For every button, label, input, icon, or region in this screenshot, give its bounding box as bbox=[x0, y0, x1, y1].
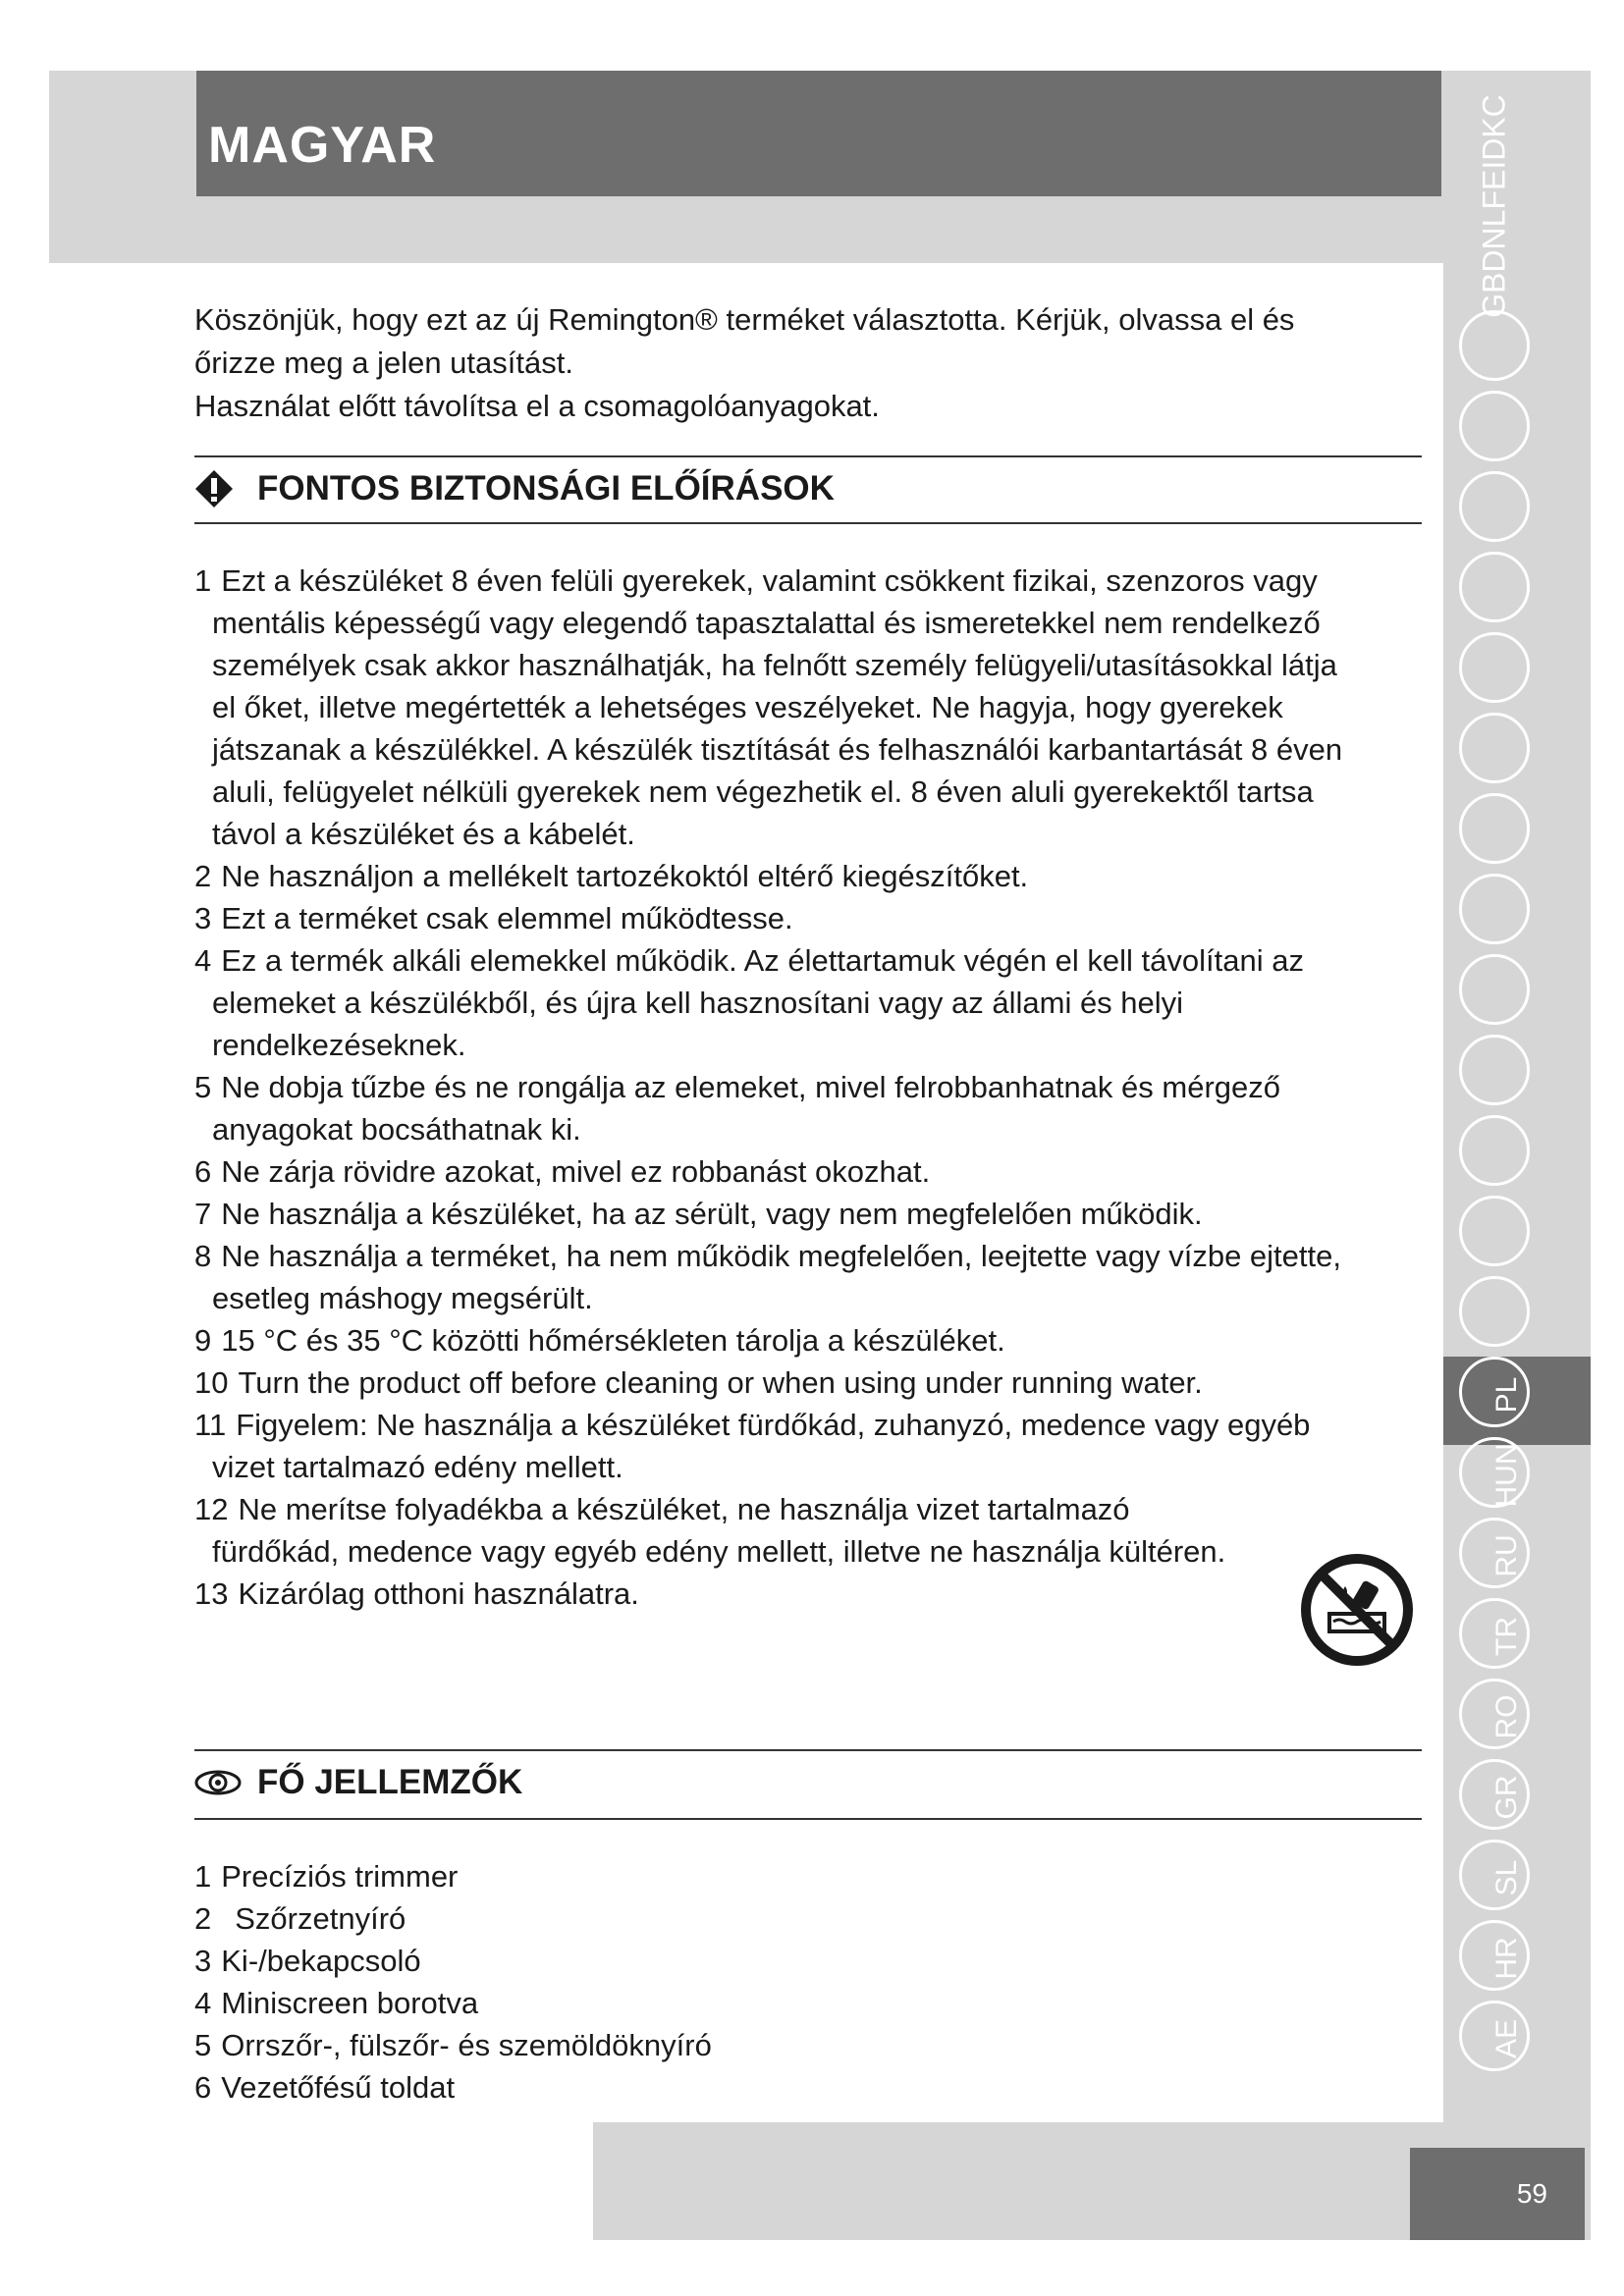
page-number: 59 bbox=[1516, 2178, 1547, 2209]
tab-label: PL bbox=[1490, 1376, 1523, 1414]
features-heading bbox=[194, 1763, 522, 1802]
list-item: 4 Miniscreen borotva bbox=[194, 1986, 479, 2020]
list-item: 4 Ez a termék alkáli elemekkel működik. Az élettartamuk végén el kell távolítani az elemeket a készülékből, és újra kell hasznosítani vagy az állami és helyi rendelkezéseknek. bbox=[194, 943, 1304, 1062]
safety-title: FONTOS BIZTONSÁGI ELŐÍRÁSOK bbox=[257, 469, 835, 507]
tab-tr[interactable] bbox=[1459, 1598, 1530, 1669]
tab-ae[interactable] bbox=[1459, 2001, 1530, 2071]
tab-pl[interactable] bbox=[1459, 1357, 1530, 1427]
list-item: 2 Szőrzetnyíró bbox=[194, 1901, 406, 1936]
page-title: MAGYAR bbox=[208, 117, 437, 174]
list-item: 1 Ezt a készüléket 8 éven felüli gyerekek, valamint csökkent fizikai, szenzoros vagy mentális képességű vagy elegendő tapasztalattal és ismeretekkel nem rendelkező személyek csak akkor használhatják, ha felnőtt személy felügyeli/utasításokkal látja el őket, illetve megértették a lehetséges veszélyeket. Ne hagyja, hogy gyerekek játszanak a készülékkel. A készülék tisztítását és felhasználói karbantartását 8 éven aluli, felügyelet nélküli gyerekek nem végezhetik el. 8 éven aluli gyerekektől tartsa távol a készüléket és a kábelét. bbox=[194, 563, 1343, 851]
list-item: 3 Ezt a terméket csak elemmel működtesse. bbox=[194, 901, 793, 935]
intro-line: őrizze meg a jelen utasítást. bbox=[194, 346, 573, 380]
tab-label: RU bbox=[1490, 1534, 1523, 1577]
section-rule bbox=[194, 1749, 1422, 1751]
list-item: 8 Ne használja a terméket, ha nem működik megfelelően, leejtette vagy vízbe ejtette, esetleg máshogy megsérült. bbox=[194, 1239, 1341, 1315]
safety-list bbox=[194, 560, 1343, 1615]
tab[interactable] bbox=[1459, 552, 1530, 622]
tab[interactable] bbox=[1459, 793, 1530, 864]
list-item: 10 Turn the product off before cleaning or when using under running water. bbox=[194, 1365, 1203, 1400]
tab-label: SL bbox=[1490, 1859, 1523, 1896]
intro-line: Használat előtt távolítsa el a csomagolóanyagokat. bbox=[194, 389, 880, 423]
tab[interactable] bbox=[1459, 391, 1530, 461]
list-item: 6 Ne zárja rövidre azokat, mivel ez robbanást okozhat. bbox=[194, 1154, 931, 1189]
features-title: FŐ JELLEMZŐK bbox=[257, 1763, 523, 1801]
tab-label: GR bbox=[1490, 1775, 1523, 1820]
tab-label: AE bbox=[1490, 2018, 1523, 2059]
tab-gb[interactable] bbox=[1459, 310, 1530, 381]
no-water-icon bbox=[1300, 1553, 1414, 1667]
list-item: 9 15 °C és 35 °C közötti hőmérsékleten tárolja a készüléket. bbox=[194, 1323, 1005, 1358]
safety-heading bbox=[194, 469, 835, 508]
list-item: 1 Precíziós trimmer bbox=[194, 1859, 459, 1894]
tab[interactable] bbox=[1459, 1035, 1530, 1105]
tab-gr[interactable] bbox=[1459, 1759, 1530, 1830]
tab-ro[interactable] bbox=[1459, 1679, 1530, 1749]
section-rule bbox=[194, 455, 1422, 457]
tab[interactable] bbox=[1459, 632, 1530, 703]
tab-label: RO bbox=[1490, 1694, 1523, 1739]
tab-label: TR bbox=[1490, 1617, 1523, 1656]
tab[interactable] bbox=[1459, 1115, 1530, 1186]
tab-label: HUN bbox=[1490, 1443, 1523, 1508]
intro-text bbox=[194, 298, 1402, 428]
footer-band bbox=[593, 2122, 1443, 2240]
tab-ru[interactable] bbox=[1459, 1518, 1530, 1588]
language-tabs bbox=[1449, 59, 1547, 2061]
tab[interactable] bbox=[1459, 471, 1530, 542]
tab[interactable] bbox=[1459, 874, 1530, 944]
list-item: 13 Kizárólag otthoni használatra. bbox=[194, 1576, 639, 1611]
tab-sl[interactable] bbox=[1459, 1840, 1530, 1910]
list-item: 2 Ne használjon a mellékelt tartozékoktól eltérő kiegészítőket. bbox=[194, 859, 1029, 893]
section-rule bbox=[194, 1818, 1422, 1820]
list-item: 5 Ne dobja tűzbe és ne rongálja az elemeket, mivel felrobbanhatnak és mérgező anyagokat bocsáthatnak ki. bbox=[194, 1070, 1280, 1147]
list-item: 3 Ki-/bekapcsoló bbox=[194, 1944, 421, 1978]
tab[interactable] bbox=[1459, 1276, 1530, 1347]
tab-label: HR bbox=[1490, 1937, 1523, 1980]
list-item: 5 Orrszőr-, fülszőr- és szemöldöknyíró bbox=[194, 2028, 712, 2062]
language-tab-top-text: GBDNLFEIDKC bbox=[1476, 94, 1512, 318]
tab-hun[interactable] bbox=[1459, 1437, 1530, 1508]
list-item: 7 Ne használja a készüléket, ha az sérült, vagy nem megfelelően működik. bbox=[194, 1197, 1203, 1231]
eye-icon bbox=[194, 1765, 242, 1800]
list-item: 6 Vezetőfésű toldat bbox=[194, 2070, 456, 2105]
tab[interactable] bbox=[1459, 1196, 1530, 1266]
tab-hr[interactable] bbox=[1459, 1920, 1530, 1991]
warning-diamond-icon bbox=[194, 469, 234, 508]
tab[interactable] bbox=[1459, 713, 1530, 783]
list-item: 12 Ne merítse folyadékba a készüléket, ne használja vizet tartalmazó fürdőkád, medence vagy egyéb edény mellett, illetve ne használja kültéren. bbox=[194, 1492, 1226, 1569]
list-item: 11 Figyelem: Ne használja a készüléket fürdőkád, zuhanyzó, medence vagy egyéb vizet tartalmazó edény mellett. bbox=[194, 1408, 1311, 1484]
section-rule bbox=[194, 522, 1422, 524]
tab[interactable] bbox=[1459, 954, 1530, 1025]
features-list bbox=[194, 1855, 1412, 2109]
intro-line: Köszönjük, hogy ezt az új Remington® terméket választotta. Kérjük, olvassa el és bbox=[194, 302, 1295, 337]
